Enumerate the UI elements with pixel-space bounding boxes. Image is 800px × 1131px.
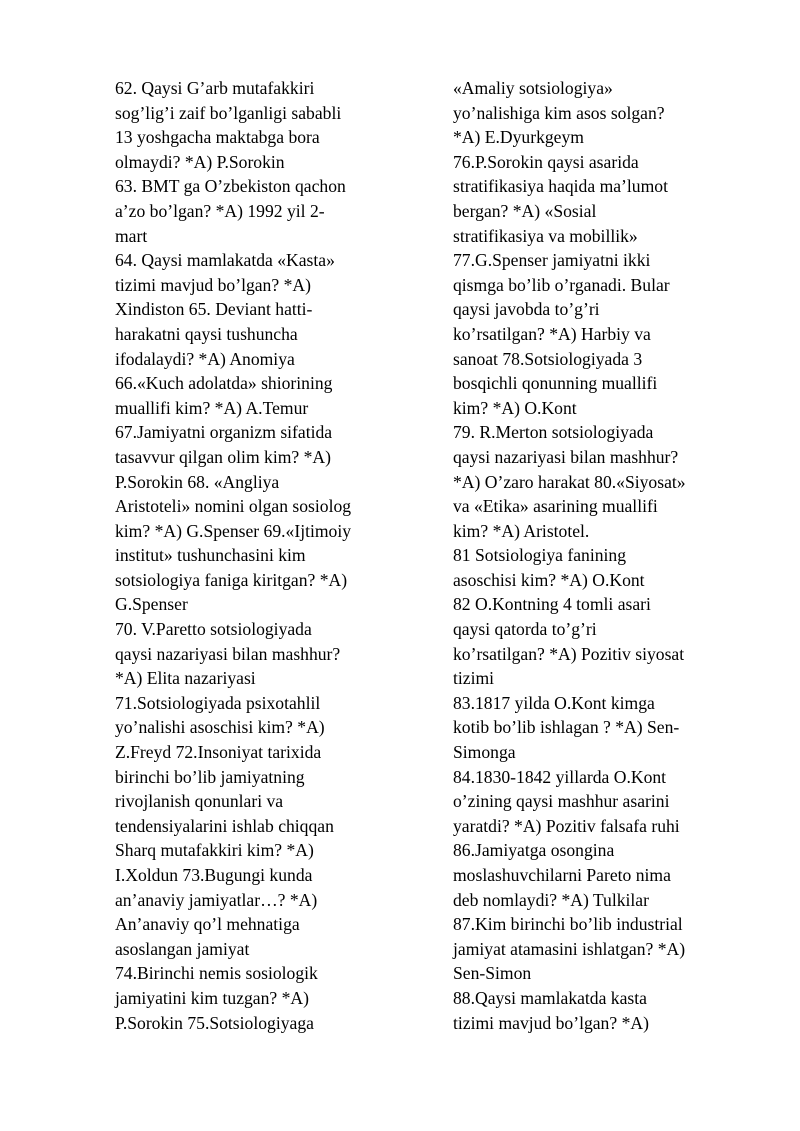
text-line: qaysi javobda to’g’ri bbox=[453, 299, 600, 320]
text-line: asoschisi kim? *A) O.Kont bbox=[453, 569, 645, 590]
text-line: qaysi nazariyasi bilan mashhur? bbox=[453, 446, 679, 467]
text-line: tendensiyalarini ishlab chiqqan bbox=[115, 815, 334, 836]
text-line: 77.G.Spenser jamiyatni ikki bbox=[453, 250, 651, 271]
text-line: 63. BMT ga O’zbekiston qachon bbox=[115, 176, 346, 197]
text-line: asoslangan jamiyat bbox=[115, 938, 250, 959]
text-line: stratifikasiya haqida ma’lumot bbox=[453, 176, 668, 197]
text-line: Z.Freyd 72.Insoniyat tarixida bbox=[115, 742, 322, 763]
text-line: 13 yoshgacha maktabga bora bbox=[115, 127, 320, 148]
text-line: bergan? *A) «Sosial bbox=[453, 200, 597, 221]
text-line: moslashuvchilarni Pareto nima bbox=[453, 865, 671, 885]
text-line: stratifikasiya va mobillik» bbox=[453, 225, 638, 246]
text-line: kim? *A) Aristotel. bbox=[453, 520, 590, 541]
text-line: qismga bo’lib o’rganadi. Bular bbox=[453, 274, 670, 295]
text-line: 76.P.Sorokin qaysi asarida bbox=[453, 151, 639, 172]
text-line: An’anaviy qo’l mehnatiga bbox=[115, 914, 300, 935]
text-line: va «Etika» asarining muallifi bbox=[453, 496, 658, 517]
text-line: birinchi bo’lib jamiyatning bbox=[115, 766, 305, 787]
text-line: jamiyatini kim tuzgan? *A) bbox=[115, 987, 309, 1008]
text-line: 70. V.Paretto sotsiologiyada bbox=[115, 619, 312, 640]
text-line: 88.Qaysi mamlakatda kasta bbox=[453, 987, 647, 1008]
text-line: sog’lig’i zaif bo’lganligi sababli bbox=[115, 102, 342, 123]
text-line: 82 O.Kontning 4 tomli asari bbox=[453, 594, 651, 615]
text-line: olmaydi? *A) P.Sorokin bbox=[115, 151, 285, 172]
left-column bbox=[115, 76, 415, 1035]
text-line: Simonga bbox=[453, 742, 516, 763]
text-line: harakatni qaysi tushuncha bbox=[115, 323, 298, 344]
text-line: institut» tushunchasini kim bbox=[115, 545, 306, 566]
text-line: ko’rsatilgan? *A) Harbiy va bbox=[453, 323, 651, 344]
text-line: 74.Birinchi nemis sosiologik bbox=[115, 963, 318, 984]
text-line: I.Xoldun 73.Bugungi kunda bbox=[115, 865, 313, 885]
text-line: Sharq mutafakkiri kim? *A) bbox=[115, 840, 314, 861]
text-line: 87.Kim birinchi bo’lib industrial bbox=[453, 914, 683, 935]
text-line: qaysi qatorda to’g’ri bbox=[453, 619, 597, 640]
text-line: G.Spenser bbox=[115, 594, 188, 615]
text-line: Sen-Simon bbox=[453, 963, 532, 984]
text-line: 71.Sotsiologiyada psixotahlil bbox=[115, 692, 321, 713]
text-line: kotib bo’lib ishlagan ? *A) Sen- bbox=[453, 717, 680, 738]
text-line: yo’nalishi asoschisi kim? *A) bbox=[115, 717, 325, 738]
text-line: a’zo bo’lgan? *A) 1992 yil 2- bbox=[115, 200, 325, 221]
text-line: mart bbox=[115, 225, 148, 246]
text-line: ifodalaydi? *A) Anomiya bbox=[115, 348, 295, 369]
text-line: kim? *A) G.Spenser 69.«Ijtimoiy bbox=[115, 520, 352, 541]
text-line: qaysi nazariyasi bilan mashhur? bbox=[115, 643, 341, 664]
text-line: 67.Jamiyatni organizm sifatida bbox=[115, 422, 333, 443]
text-line: tizimi mavjud bo’lgan? *A) bbox=[115, 274, 311, 295]
text-line: Xindiston 65. Deviant hatti- bbox=[115, 299, 313, 320]
text-line: sanoat 78.Sotsiologiyada 3 bbox=[453, 348, 643, 369]
text-line: rivojlanish qonunlari va bbox=[115, 791, 284, 812]
text-line: tizimi mavjud bo’lgan? *A) bbox=[453, 1012, 649, 1033]
text-line: 86.Jamiyatga osongina bbox=[453, 840, 615, 861]
text-line: P.Sorokin 75.Sotsiologiyaga bbox=[115, 1012, 314, 1033]
text-line: deb nomlaydi? *A) Tulkilar bbox=[453, 889, 649, 910]
text-line: bosqichli qonunning muallifi bbox=[453, 373, 658, 394]
text-line: ko’rsatilgan? *A) Pozitiv siyosat bbox=[453, 643, 685, 664]
text-line: 79. R.Merton sotsiologiyada bbox=[453, 422, 654, 443]
text-line: tasavvur qilgan olim kim? *A) bbox=[115, 446, 331, 467]
text-line: o’zining qaysi mashhur asarini bbox=[453, 791, 670, 812]
text-line: 66.«Kuch adolatda» shiorining bbox=[115, 373, 333, 394]
text-line: tizimi bbox=[453, 668, 495, 689]
text-line: *A) O’zaro harakat 80.«Siyosat» bbox=[453, 471, 686, 492]
text-line: sotsiologiya faniga kiritgan? *A) bbox=[115, 569, 348, 590]
text-line: *A) E.Dyurkgeym bbox=[453, 127, 584, 148]
text-line: P.Sorokin 68. «Angliya bbox=[115, 471, 280, 492]
text-line: Aristoteli» nomini olgan sosiolog bbox=[115, 496, 352, 517]
text-line: 83.1817 yilda O.Kont kimga bbox=[453, 692, 655, 713]
text-line: yaratdi? *A) Pozitiv falsafa ruhi bbox=[453, 815, 680, 836]
text-line: 81 Sotsiologiya fanining bbox=[453, 545, 626, 566]
text-line: kim? *A) O.Kont bbox=[453, 397, 577, 418]
text-line: 84.1830-1842 yillarda O.Kont bbox=[453, 766, 667, 787]
text-line: jamiyat atamasini ishlatgan? *A) bbox=[453, 938, 686, 959]
text-line: muallifi kim? *A) A.Temur bbox=[115, 397, 309, 418]
text-line: yo’nalishiga kim asos solgan? bbox=[453, 102, 665, 123]
text-line: *A) Elita nazariyasi bbox=[115, 668, 256, 689]
text-line: 62. Qaysi G’arb mutafakkiri bbox=[115, 78, 315, 98]
text-line: an’anaviy jamiyatlar…? *A) bbox=[115, 889, 318, 910]
right-column bbox=[453, 76, 753, 1035]
text-line: «Amaliy sotsiologiya» bbox=[453, 78, 613, 98]
text-line: 64. Qaysi mamlakatda «Kasta» bbox=[115, 250, 335, 271]
